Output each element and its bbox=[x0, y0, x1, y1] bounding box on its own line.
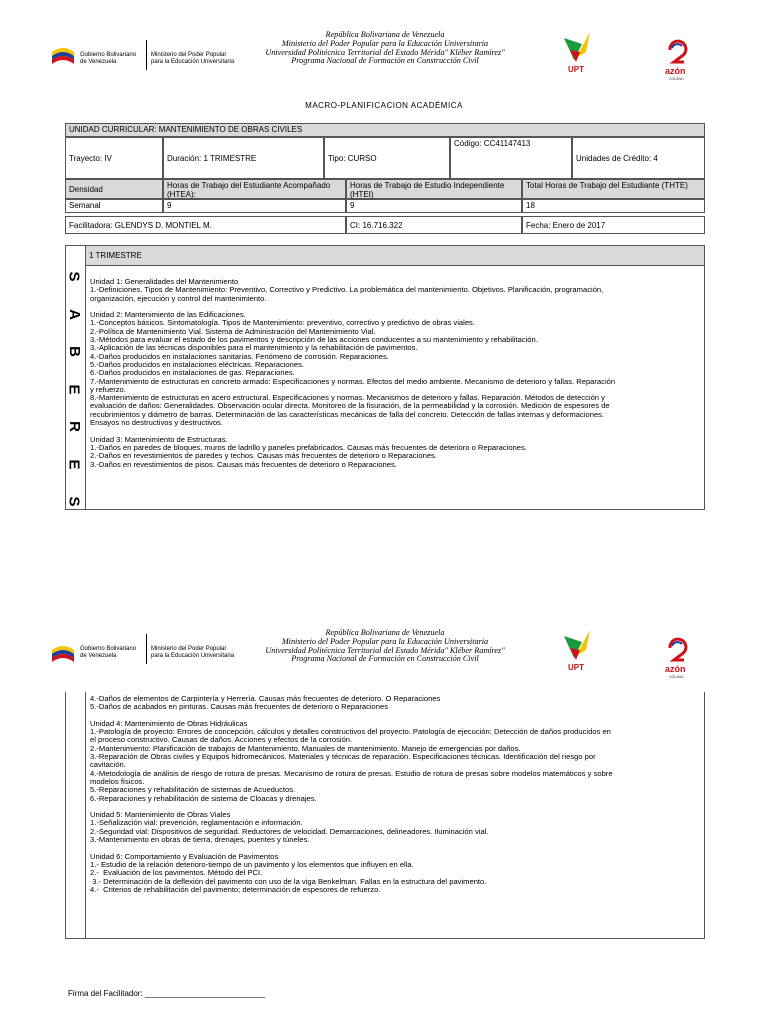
content-line: modelos físicos. bbox=[90, 776, 145, 786]
upt-logo-icon bbox=[556, 30, 596, 80]
gob-label bbox=[80, 646, 136, 660]
venezuela-flag-icon bbox=[50, 640, 76, 666]
content-line: 6.-Reparaciones y rehabilitación de sistema de Cloacas y drenajes. bbox=[90, 793, 317, 803]
content-line: 1.-Definiciones. Tipos de Mantenimiento: Preventivo, Correctivo y Predictivo. La problemática del mantenimiento. Objetivos. Planificación, programación, bbox=[90, 285, 604, 295]
min-line-1: Ministerio del Poder Popular bbox=[151, 646, 227, 652]
ministerio-label bbox=[151, 52, 234, 66]
institution-heading bbox=[235, 629, 535, 664]
gob-line-2: de Venezuela bbox=[80, 653, 117, 659]
htei-value-cell: 9 bbox=[346, 199, 522, 213]
saberes-letter: B bbox=[65, 346, 83, 357]
content-line: 3.-Métodos para evaluar el estado de los pavimentos y descripción de las acciones conducentes a su mantenimiento y rehabilitación. bbox=[90, 335, 538, 345]
azon-logo-icon bbox=[660, 634, 696, 684]
content-line: 5.-Daños producidos en instalaciones eléctricas. Reparaciones. bbox=[90, 359, 305, 369]
ministerio-label bbox=[151, 646, 234, 660]
facilitadora-cell: Facilitadora: GLENDYS D. MONTIEL M. bbox=[65, 216, 346, 234]
content-line: el proceso constructivo. Causas de daños. Acciones y efectos de la corrosión. bbox=[90, 735, 353, 745]
htea-value-cell: 9 bbox=[163, 199, 346, 213]
upt-text: UPT bbox=[568, 65, 584, 74]
min-line-2: para la Educación Universitaria bbox=[151, 653, 235, 659]
saberes-divider bbox=[85, 266, 86, 510]
content-line: Unidad 6: Comportamiento y Evaluación de Pavimentos bbox=[90, 851, 279, 861]
heading-line-2: Ministerio del Poder Popular para la Educación Universitaria bbox=[281, 38, 489, 48]
content-line: Unidad 4: Mantenimiento de Obras Hidráulicas bbox=[90, 718, 248, 728]
content-line: 1.-Patología de proyecto: Errores de concepción, cálculos y detalles constructivos del proyecto. Patología de ejecución: Detección de daños producidos en bbox=[90, 727, 611, 737]
content-line: 2.- Evaluación de los pavimentos. Método del PCI. bbox=[90, 868, 263, 878]
semanal-cell: Semanal bbox=[65, 199, 163, 213]
content-line: 3.-Daños en revestimientos de pisos. Causas más frecuentes de deterioro o Reparaciones. bbox=[90, 459, 397, 469]
content-line: organización, ejecución y control del mantenimiento. bbox=[90, 293, 267, 303]
heading-line-4: Programa Nacional de Formación en Construcción Civil bbox=[291, 56, 479, 66]
content-line: 1.-Conceptos básicos. Sintomatología. Tipos de Mantenimiento: preventivo, correctivo y predictivo de obras viales. bbox=[90, 318, 475, 328]
content-line: y refuerzo. bbox=[90, 384, 126, 394]
header-divider bbox=[146, 40, 147, 70]
heading-line-3: Universidad Politécnica Territorial del Estado Mérida" Kléber Ramírez" bbox=[265, 645, 505, 655]
content-line: 5.-Reparaciones y rehabilitación de sistemas de Acueductos. bbox=[90, 785, 296, 795]
ci-cell: CI: 16.716.322 bbox=[346, 216, 522, 234]
saberes-letter: E bbox=[65, 383, 83, 395]
content-line: 2.-Política de Mantenimiento Vial. Sistema de Administración del Mantenimiento Vial. bbox=[90, 326, 376, 336]
saberes-content-page-2 bbox=[90, 695, 613, 894]
fecha-cell: Fecha: Enero de 2017 bbox=[522, 216, 705, 234]
content-line: 7.-Mantenimiento de estructuras en concreto armado: Especificaciones y normas. Efectos del medio ambiente. Mecanismo de deterioro y fallas. Reparación bbox=[90, 376, 616, 386]
content-line: 1.-Daños en paredes de bloques, muros de ladrillo y paneles prefabricados. Causas más frecuentes de deterioro o Reparaciones. bbox=[90, 442, 527, 452]
thte-label-cell: Total Horas de Trabajo del Estudiante (THTE) bbox=[522, 179, 705, 199]
saberes-letter: S bbox=[65, 271, 83, 282]
institution-heading bbox=[235, 31, 535, 66]
content-line: 3.-Mantenimiento en obras de tierra, drenajes, puentes y túneles. bbox=[90, 835, 310, 845]
page-header-1 bbox=[0, 30, 768, 100]
heading-line-4: Programa Nacional de Formación en Construcción Civil bbox=[291, 654, 479, 664]
gob-label bbox=[80, 52, 136, 66]
doc-title: MACRO-PLANIFICACION ACADÉMICA bbox=[305, 101, 463, 110]
densidad-cell: Densidad bbox=[65, 179, 163, 199]
content-line: 4.- Criterios de rehabilitación del pavimento; determinación de espesores de refuerzo. bbox=[90, 884, 381, 894]
content-line: 2.-Daños en revestimientos de paredes y techos. Causas más frecuentes de deterioro o Reparaciones. bbox=[90, 451, 437, 461]
content-line: 2.-Mantenimiento: Planificación de trabajos de Mantenimiento. Manuales de mantenimiento. Manejo de emergencias por daños. bbox=[90, 743, 521, 753]
trimestre-header: 1 TRIMESTRE bbox=[85, 245, 705, 266]
saberes-divider-2 bbox=[85, 692, 86, 939]
heading-line-1: República Bolivariana de Venezuela bbox=[325, 628, 445, 637]
saberes-letter: E bbox=[65, 458, 83, 470]
content-line: Unidad 5: Mantenimiento de Obras Viales bbox=[90, 810, 231, 820]
codigo-cell: Código: CC41147413 bbox=[450, 137, 572, 179]
page-header-2 bbox=[0, 628, 768, 698]
content-line: 1.- Estudio de la relación deterioro-tiempo de un pavimento y los elementos que influyen en ella. bbox=[90, 859, 414, 869]
content-line: 4.-Metodología de análisis de riesgo de rotura de presas. Mecanismo de rotura de presas. Estudio de rotura de presas sobre modelos matemáticos y sobre bbox=[90, 768, 613, 778]
content-line: 3.-Reparación de Obras civiles y Equipos hidromecánicos. Materiales y técnicas de reparación. Especificaciones técnicas. Identificación del riesgo por bbox=[90, 752, 596, 762]
upt-logo-icon bbox=[556, 628, 596, 678]
saberes-content-page-1 bbox=[90, 278, 615, 469]
gob-line-1: Gobierno Bolivariano bbox=[80, 52, 137, 58]
azon-sub-text: COLANO bbox=[669, 675, 684, 679]
min-line-2: para la Educación Universitaria bbox=[151, 59, 235, 65]
azon-sub-text: COLANO bbox=[669, 77, 684, 81]
saberes-letter: A bbox=[65, 308, 83, 320]
content-line: Unidad 3: Mantenimiento de Estructuras. bbox=[90, 434, 228, 444]
content-line: 4.-Daños producidos en instalaciones sanitarias. Fenómeno de corrosión. Reparaciones. bbox=[90, 351, 389, 361]
azon-logo-icon bbox=[660, 36, 696, 86]
content-line: 3.-Aplicación de las técnicas disponibles para el mantenimiento y la rehabilitación de pavimentos. bbox=[90, 343, 418, 353]
content-line: evaluación de daños: Generalidades. Observación ocular directa. Monitoreo de la fisuración, de la permeabilidad y la corrosión. Medición de espesores de bbox=[90, 401, 610, 411]
content-line: 4.-Daños de elementos de Carpintería y Herrería. Causas más frecuentes de deterioro. O Reparaciones bbox=[90, 694, 441, 703]
content-line: 2.-Seguridad vial: Dispositivos de seguridad. Reductores de velocidad. Demarcaciones, delineadores. Iluminación vial. bbox=[90, 826, 489, 836]
trayecto-cell: Trayecto: IV bbox=[65, 137, 163, 179]
content-line: recubrimientos y diámetro de barras. Determinación de las características mecánicas de falla del concreto. Detección de fallas internas y deformaciones. bbox=[90, 409, 605, 419]
saberes-letter: S bbox=[65, 496, 83, 507]
content-line: Unidad 1: Generalidades del Mantenimiento bbox=[90, 277, 239, 286]
saberes-letter: R bbox=[65, 421, 83, 432]
min-line-1: Ministerio del Poder Popular bbox=[151, 52, 227, 58]
venezuela-flag-icon bbox=[50, 42, 76, 68]
content-line: 3.- Determinación de la deflexión del pavimento con uso de la viga Benkelman. Fallas en la estructura del pavimento. bbox=[90, 876, 487, 886]
content-line: 8.-Mantenimiento de estructuras en acero estructural. Especificaciones y normas. Mecanismos de deterioro y fallas. Reparación. Métodos de detección y bbox=[90, 393, 605, 403]
htei-label-cell: Horas de Trabajo de Estudio Independiente (HTEI) bbox=[346, 179, 522, 199]
duracion-cell: Duración: 1 TRIMESTRE bbox=[163, 137, 324, 179]
heading-line-3: Universidad Politécnica Territorial del Estado Mérida" Kléber Ramírez" bbox=[265, 47, 505, 57]
content-line: Ensayos no destructivos y destructivos. bbox=[90, 418, 223, 428]
tipo-cell: Tipo: CURSO bbox=[324, 137, 450, 179]
unidades-credito-cell: Unidades de Crédito: 4 bbox=[572, 137, 705, 179]
heading-line-1: República Bolivariana de Venezuela bbox=[325, 30, 445, 39]
upt-text: UPT bbox=[568, 663, 584, 672]
content-line: Unidad 2: Mantenimiento de las Edificaciones. bbox=[90, 310, 246, 320]
gob-line-2: de Venezuela bbox=[80, 59, 117, 65]
thte-value-cell: 18 bbox=[522, 199, 705, 213]
saberes-vertical-label bbox=[66, 269, 82, 509]
heading-line-2: Ministerio del Poder Popular para la Educación Universitaria bbox=[281, 636, 489, 646]
azon-text: azón bbox=[665, 664, 686, 674]
content-line: 6.-Daños producidos en instalaciones de gas. Reparaciones. bbox=[90, 368, 295, 378]
content-line: cavitación. bbox=[90, 760, 126, 770]
content-line: 1.-Señalización vial: prevención, reglamentación e información. bbox=[90, 818, 303, 828]
facilitator-signature-line: Firma del Facilitador: ___________________________ bbox=[68, 989, 266, 998]
header-divider bbox=[146, 634, 147, 664]
azon-text: azón bbox=[665, 66, 686, 76]
htea-label-cell: Horas de Trabajo del Estudiante Acompañado (HTEA): bbox=[163, 179, 346, 199]
unidad-curricular-cell: UNIDAD CURRICULAR: MANTENIMIENTO DE OBRAS CIVILES bbox=[65, 123, 705, 137]
content-line: 5.-Daños de acabados en pinturas. Causas más frecuentes de deterioro o Reparaciones bbox=[90, 702, 389, 712]
gob-line-1: Gobierno Bolivariano bbox=[80, 646, 137, 652]
